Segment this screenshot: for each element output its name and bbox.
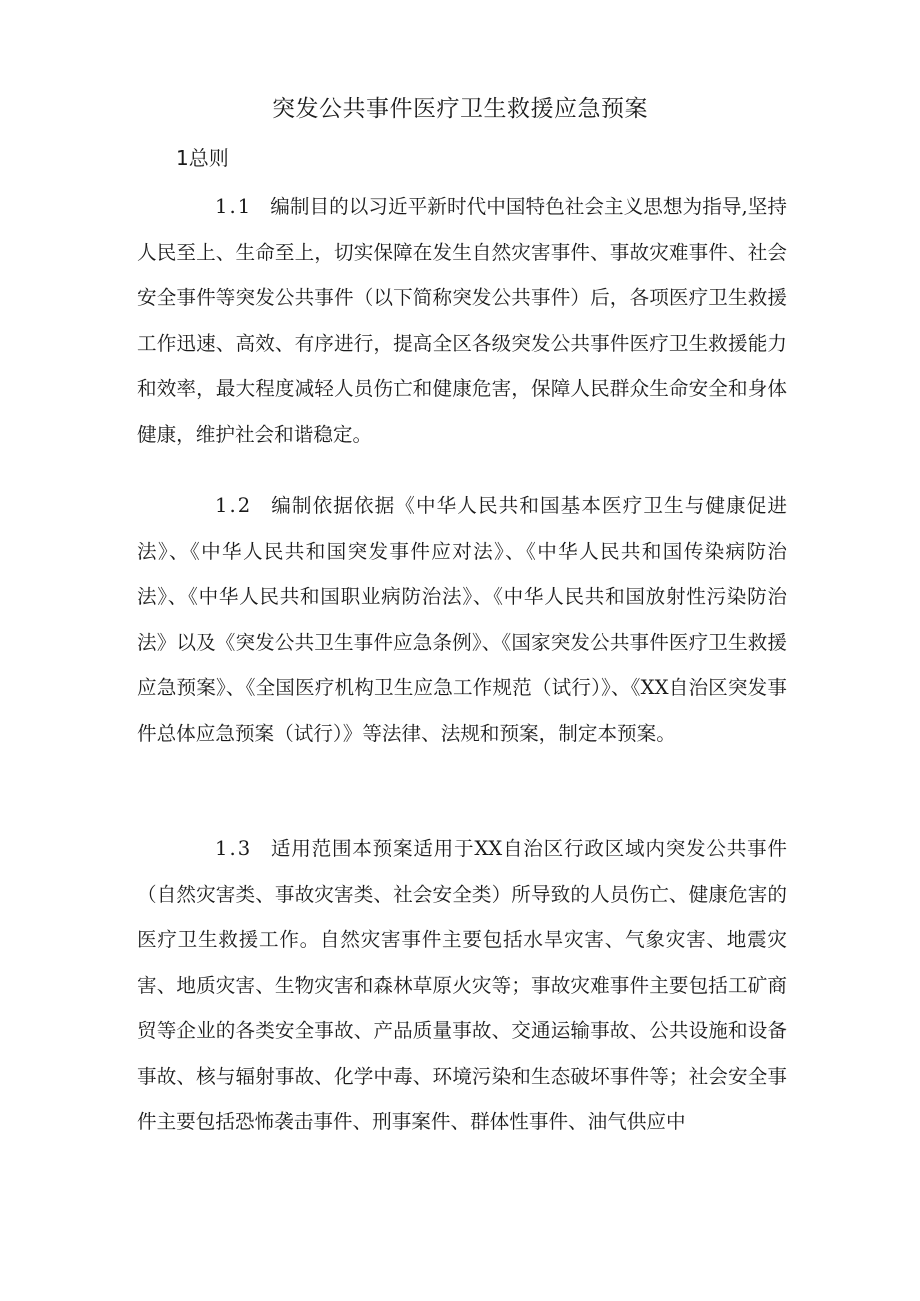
document-title: 突发公共事件医疗卫生救援应急预案 [272,96,648,122]
paragraph-text: 适用范围本预案适用于XX自治区行政区域内突发公共事件（自然灾害类、事故灾害类、社会安全类）所导致的人员伤亡、健康危害的医疗卫生救援工作。自然灾害事件主要包括水旱灾害、气象灾害、地震灾害、地质灾害、生物灾害和森林草原火灾等；事故灾难事件主要包括工矿商贸等企业的各类安全事故、产品质量事故、交通运输事故、公共设施和设备事故、核与辐射事故、化学中毒、环境污染和生态破坏事件等；社会安全事件主要包括恐怖袭击事件、刑事案件、群体性事件、油气供应中 [137,837,787,1133]
paragraph-text: 编制目的以习近平新时代中国特色社会主义思想为指导,坚持人民至上、生命至上，切实保障在发生自然灾害事件、事故灾难事件、社会安全事件等突发公共事件（以下简称突发公共事件）后，各项医疗卫生救援工作迅速、高效、有序进行，提高全区各级突发公共事件医疗卫生救援能力和效率，最大程度减轻人员伤亡和健康危害，保障人民群众生命安全和身体健康，维护社会和谐稳定。 [137,195,787,446]
paragraph-number: 1.3 [215,837,253,860]
paragraph-1-3 [137,826,787,1172]
paragraph-1-1 [137,184,787,457]
section-heading: 1总则 [176,146,229,170]
paragraph-1-2 [137,483,787,756]
paragraph-number: 1.1 [215,195,253,218]
paragraph-text: 编制依据依据《中华人民共和国基本医疗卫生与健康促进法》、《中华人民共和国突发事件应对法》、《中华人民共和国传染病防治法》、《中华人民共和国职业病防治法》、《中华人民共和国放射性污染防治法》以及《突发公共卫生事件应急条例》、《国家突发公共事件医疗卫生救援应急预案》、《全国医疗机构卫生应急工作规范（试行）》、《XX自治区突发事件总体应急预案（试行）》等法律、法规和预案，制定本预案。 [137,494,787,745]
paragraph-number: 1.2 [215,494,253,517]
